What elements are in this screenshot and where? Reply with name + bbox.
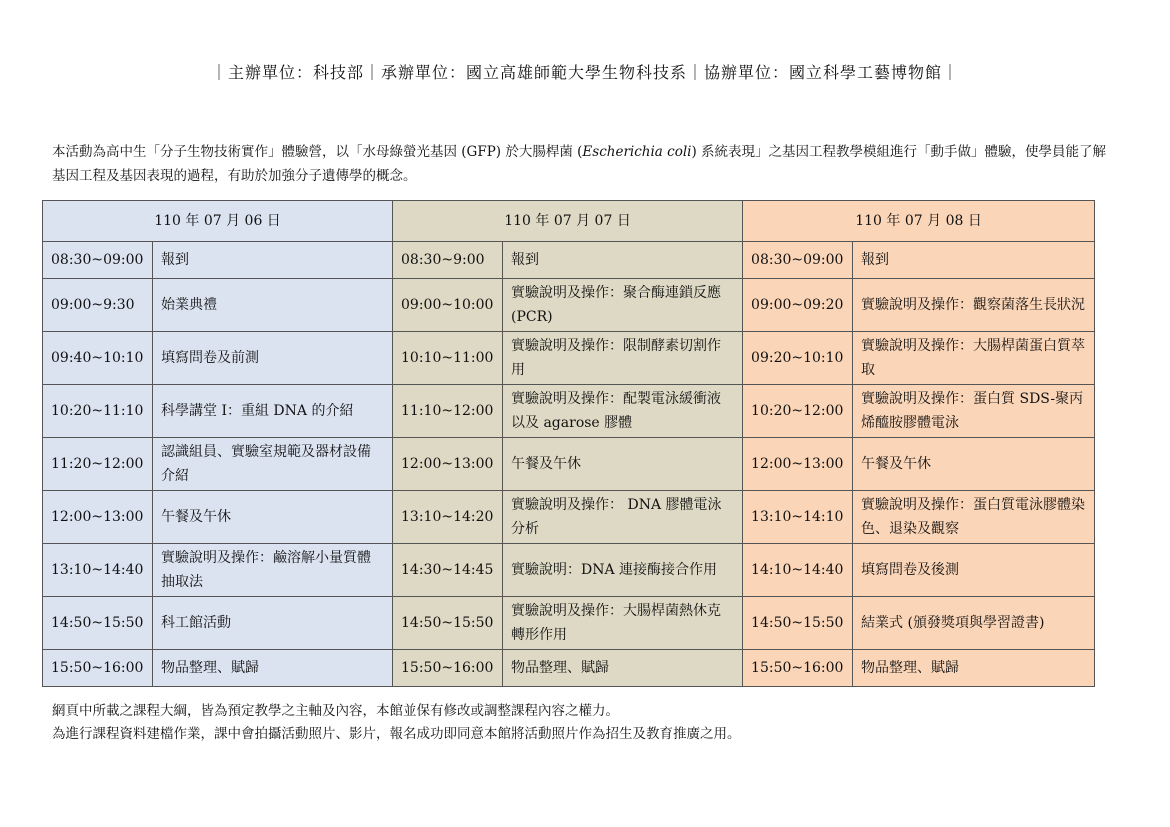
time-cell: 14:30~14:45: [393, 544, 503, 597]
activity-cell: 實驗說明及操作：蛋白質 SDS-聚丙烯醯胺膠體電泳: [853, 385, 1095, 438]
time-cell: 10:10~11:00: [393, 332, 503, 385]
time-cell: 09:00~09:20: [743, 279, 853, 332]
time-cell: 14:50~15:50: [393, 597, 503, 650]
activity-cell: 午餐及午休: [853, 438, 1095, 491]
schedule-row: [43, 650, 1095, 687]
schedule-row: [43, 385, 1095, 438]
time-cell: 11:10~12:00: [393, 385, 503, 438]
time-cell: 14:50~15:50: [43, 597, 153, 650]
schedule-body: [43, 242, 1095, 687]
activity-cell: 實驗說明及操作：大腸桿菌熱休克轉形作用: [503, 597, 743, 650]
activity-cell: 午餐及午休: [503, 438, 743, 491]
activity-cell: 科學講堂 I：重組 DNA 的介紹: [153, 385, 393, 438]
activity-cell: 實驗說明及操作：鹼溶解小量質體抽取法: [153, 544, 393, 597]
time-cell: 14:50~15:50: [743, 597, 853, 650]
time-cell: 13:10~14:10: [743, 491, 853, 544]
activity-cell: 午餐及午休: [153, 491, 393, 544]
schedule-row: [43, 491, 1095, 544]
footer-notes: [52, 700, 1112, 746]
schedule-row: [43, 332, 1095, 385]
time-cell: 15:50~16:00: [743, 650, 853, 687]
activity-cell: 物品整理、賦歸: [503, 650, 743, 687]
activity-cell: 實驗說明及操作：蛋白質電泳膠體染色、退染及觀察: [853, 491, 1095, 544]
activity-cell: 填寫問卷及前測: [153, 332, 393, 385]
schedule-row: [43, 279, 1095, 332]
activity-cell: 實驗說明及操作： DNA 膠體電泳分析: [503, 491, 743, 544]
activity-cell: 實驗說明及操作：配製電泳緩衝液以及 agarose 膠體: [503, 385, 743, 438]
time-cell: 09:20~10:10: [743, 332, 853, 385]
day-header-2: 110 年 07 月 07 日: [393, 201, 743, 242]
intro-text-1: 本活動為高中生「分子生物技術實作」體驗營，以「水母綠螢光基因 (GFP) 於大腸桿菌 (: [52, 144, 583, 160]
time-cell: 14:10~14:40: [743, 544, 853, 597]
time-cell: 08:30~09:00: [743, 242, 853, 279]
schedule-table: [42, 200, 1095, 687]
time-cell: 10:20~12:00: [743, 385, 853, 438]
time-cell: 09:00~9:30: [43, 279, 153, 332]
activity-cell: 實驗說明及操作：觀察菌落生長狀況: [853, 279, 1095, 332]
time-cell: 15:50~16:00: [393, 650, 503, 687]
time-cell: 13:10~14:20: [393, 491, 503, 544]
day-header-1: 110 年 07 月 06 日: [43, 201, 393, 242]
time-cell: 13:10~14:40: [43, 544, 153, 597]
activity-cell: 始業典禮: [153, 279, 393, 332]
activity-cell: 結業式 (頒發獎項與學習證書): [853, 597, 1095, 650]
schedule-row: [43, 438, 1095, 491]
activity-cell: 實驗說明及操作：大腸桿菌蛋白質萃取: [853, 332, 1095, 385]
activity-cell: 物品整理、賦歸: [853, 650, 1095, 687]
organizer-header: ｜主辦單位：科技部｜承辦單位：國立高雄師範大學生物科技系｜協辦單位：國立科學工藝博物館｜: [210, 63, 959, 82]
time-cell: 09:00~10:00: [393, 279, 503, 332]
time-cell: 15:50~16:00: [43, 650, 153, 687]
time-cell: 12:00~13:00: [743, 438, 853, 491]
day-header-row: [43, 201, 1095, 242]
activity-cell: 報到: [153, 242, 393, 279]
activity-cell: 物品整理、賦歸: [153, 650, 393, 687]
activity-cell: 填寫問卷及後測: [853, 544, 1095, 597]
schedule-row: [43, 597, 1095, 650]
activity-cell: 認識組員、實驗室規範及器材設備介紹: [153, 438, 393, 491]
time-cell: 11:20~12:00: [43, 438, 153, 491]
time-cell: 12:00~13:00: [393, 438, 503, 491]
intro-species-name: Escherichia coli: [582, 144, 692, 160]
time-cell: 08:30~09:00: [43, 242, 153, 279]
footer-note-1: 網頁中所載之課程大綱，皆為預定教學之主軸及內容，本館並保有修改或調整課程內容之權力。: [52, 703, 619, 719]
schedule-row: [43, 544, 1095, 597]
activity-cell: 實驗說明及操作：限制酵素切割作用: [503, 332, 743, 385]
activity-cell: 實驗說明：DNA 連接酶接合作用: [503, 544, 743, 597]
day-header-3: 110 年 07 月 08 日: [743, 201, 1095, 242]
time-cell: 09:40~10:10: [43, 332, 153, 385]
time-cell: 12:00~13:00: [43, 491, 153, 544]
activity-cell: 報到: [853, 242, 1095, 279]
activity-cell: 科工館活動: [153, 597, 393, 650]
activity-cell: 實驗說明及操作：聚合酶連鎖反應 (PCR): [503, 279, 743, 332]
time-cell: 08:30~9:00: [393, 242, 503, 279]
activity-cell: 報到: [503, 242, 743, 279]
intro-text-2: ) 系統表現」之基因工程教學模組進行「動手做」體驗，使學員能了解基因工程及基因表現的過程，有助於加強分子遺傳學的概念。: [52, 144, 1107, 184]
schedule-row: [43, 242, 1095, 279]
footer-note-2: 為進行課程資料建檔作業，課中會拍攝活動照片、影片，報名成功即同意本館將活動照片作為招生及教育推廣之用。: [52, 726, 741, 742]
intro-paragraph: [52, 140, 1112, 188]
time-cell: 10:20~11:10: [43, 385, 153, 438]
